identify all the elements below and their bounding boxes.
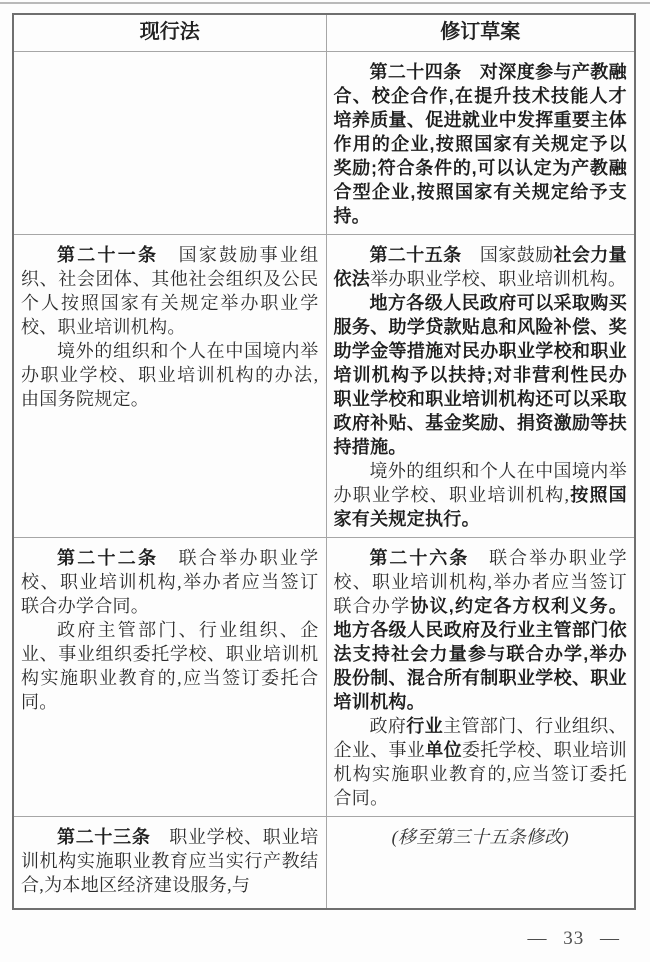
text-run: 境外的组织和个人在中国境内举办职业学校、职业培训机构, [333, 460, 627, 505]
page-number: — 33 — [527, 928, 620, 949]
cell-row2-revision-draft [326, 234, 635, 537]
text-run: 第二十六条 [369, 547, 490, 568]
text-run: 职业学校、职业培训机构实施职业教育应当实行产教结合,为本地区经济建设服务,与 [21, 826, 319, 895]
text-run: 政府主管部门、行业组织、企业、事业组织委托学校、职业培训机构实施职业教育的,应当签订委托合同。 [21, 619, 319, 712]
text-run: 第二十五条 [369, 244, 480, 265]
paragraph [334, 243, 628, 291]
text-run: 国家鼓励事业组织、社会团体、其他社会组织及公民个人按照国家有关规定举办职业学校、职业培训机构。 [21, 244, 319, 337]
paragraph [21, 825, 319, 897]
column-header-current-law: 现行法 [13, 14, 326, 51]
paragraph [21, 618, 319, 714]
paragraph [21, 339, 319, 411]
text-run: 国家鼓励 [479, 244, 554, 265]
paragraph [334, 714, 628, 810]
text-run: 地方各级人民政府可以采取购买服务、助学贷款贴息和风险补偿、奖助学金等措施对民办职业学校和职业培训机构予以扶持;对非营利性民办职业学校和职业培训机构还可以采取政府补贴、基金奖励、捐资激励等扶持措施。 [333, 292, 627, 457]
table-row-article-22-26 [13, 537, 635, 816]
paragraph [21, 546, 319, 618]
text-run: 主管部门、行业组织、企业、事业 [333, 715, 627, 760]
cell-row3-current-law [13, 537, 326, 816]
text-run: 举办职业学校、职业培训机构。 [370, 268, 627, 289]
paragraph [334, 60, 628, 228]
text-run: 第二十二条 [57, 547, 179, 568]
table-row-article-21-25 [13, 234, 635, 537]
text-run: 单位 [425, 739, 462, 760]
cell-row2-current-law [13, 234, 326, 537]
cell-row4-revision-draft [326, 816, 635, 909]
text-run: 联合举办职业学校、职业培训机构,举办者应当签订联合办学合同。 [21, 547, 319, 616]
text-run: 协议,约定各方权利义务。地方各级人民政府及行业主管部门依法支持社会力量参与联合办学,举办股份制、混合所有制职业学校、职业培训机构。 [333, 595, 627, 712]
paragraph [21, 243, 319, 339]
text-run: 按照国家有关规定执行。 [333, 484, 627, 529]
table-row-article-24 [13, 51, 635, 234]
text-run: 第二十三条 [57, 826, 170, 847]
paragraph [334, 825, 628, 849]
paragraph [334, 546, 628, 714]
page-top-rule [0, 2, 650, 4]
table-header-row [13, 14, 635, 51]
text-run: 境外的组织和个人在中国境内举办职业学校、职业培训机构的办法,由国务院规定。 [21, 340, 319, 409]
table-row-article-23 [13, 816, 635, 909]
cell-row1-revision-draft [326, 51, 635, 234]
text-run: 社会力量依法 [333, 244, 627, 289]
text-run: 第二十四条 [369, 61, 480, 82]
text-run: 政府 [369, 715, 407, 736]
text-run: 委托学校、职业培训机构实施职业教育的,应当签订委托合同。 [333, 739, 628, 808]
paragraph [334, 291, 628, 459]
column-header-revision-draft: 修订草案 [326, 14, 635, 51]
text-run: 联合举办职业学校、职业培训机构,举办者应当签订联合办学 [333, 547, 627, 616]
paragraph [334, 459, 628, 531]
cell-row1-current-law [13, 51, 326, 234]
text-run: 第二十一条 [57, 244, 179, 265]
text-run: 行业 [406, 715, 444, 736]
text-run: (移至第三十五条修改) [391, 826, 569, 847]
cell-row3-revision-draft [326, 537, 635, 816]
text-run: 对深度参与产教融合、校企合作,在提升技术技能人才培养质量、促进就业中发挥重要主体作用的企业,按照国家有关规定予以奖励;符合条件的,可以认定为产教融合型企业,按照国家有关规定给予支持。 [333, 61, 627, 226]
comparison-table [12, 13, 636, 910]
cell-row4-current-law [13, 816, 326, 909]
